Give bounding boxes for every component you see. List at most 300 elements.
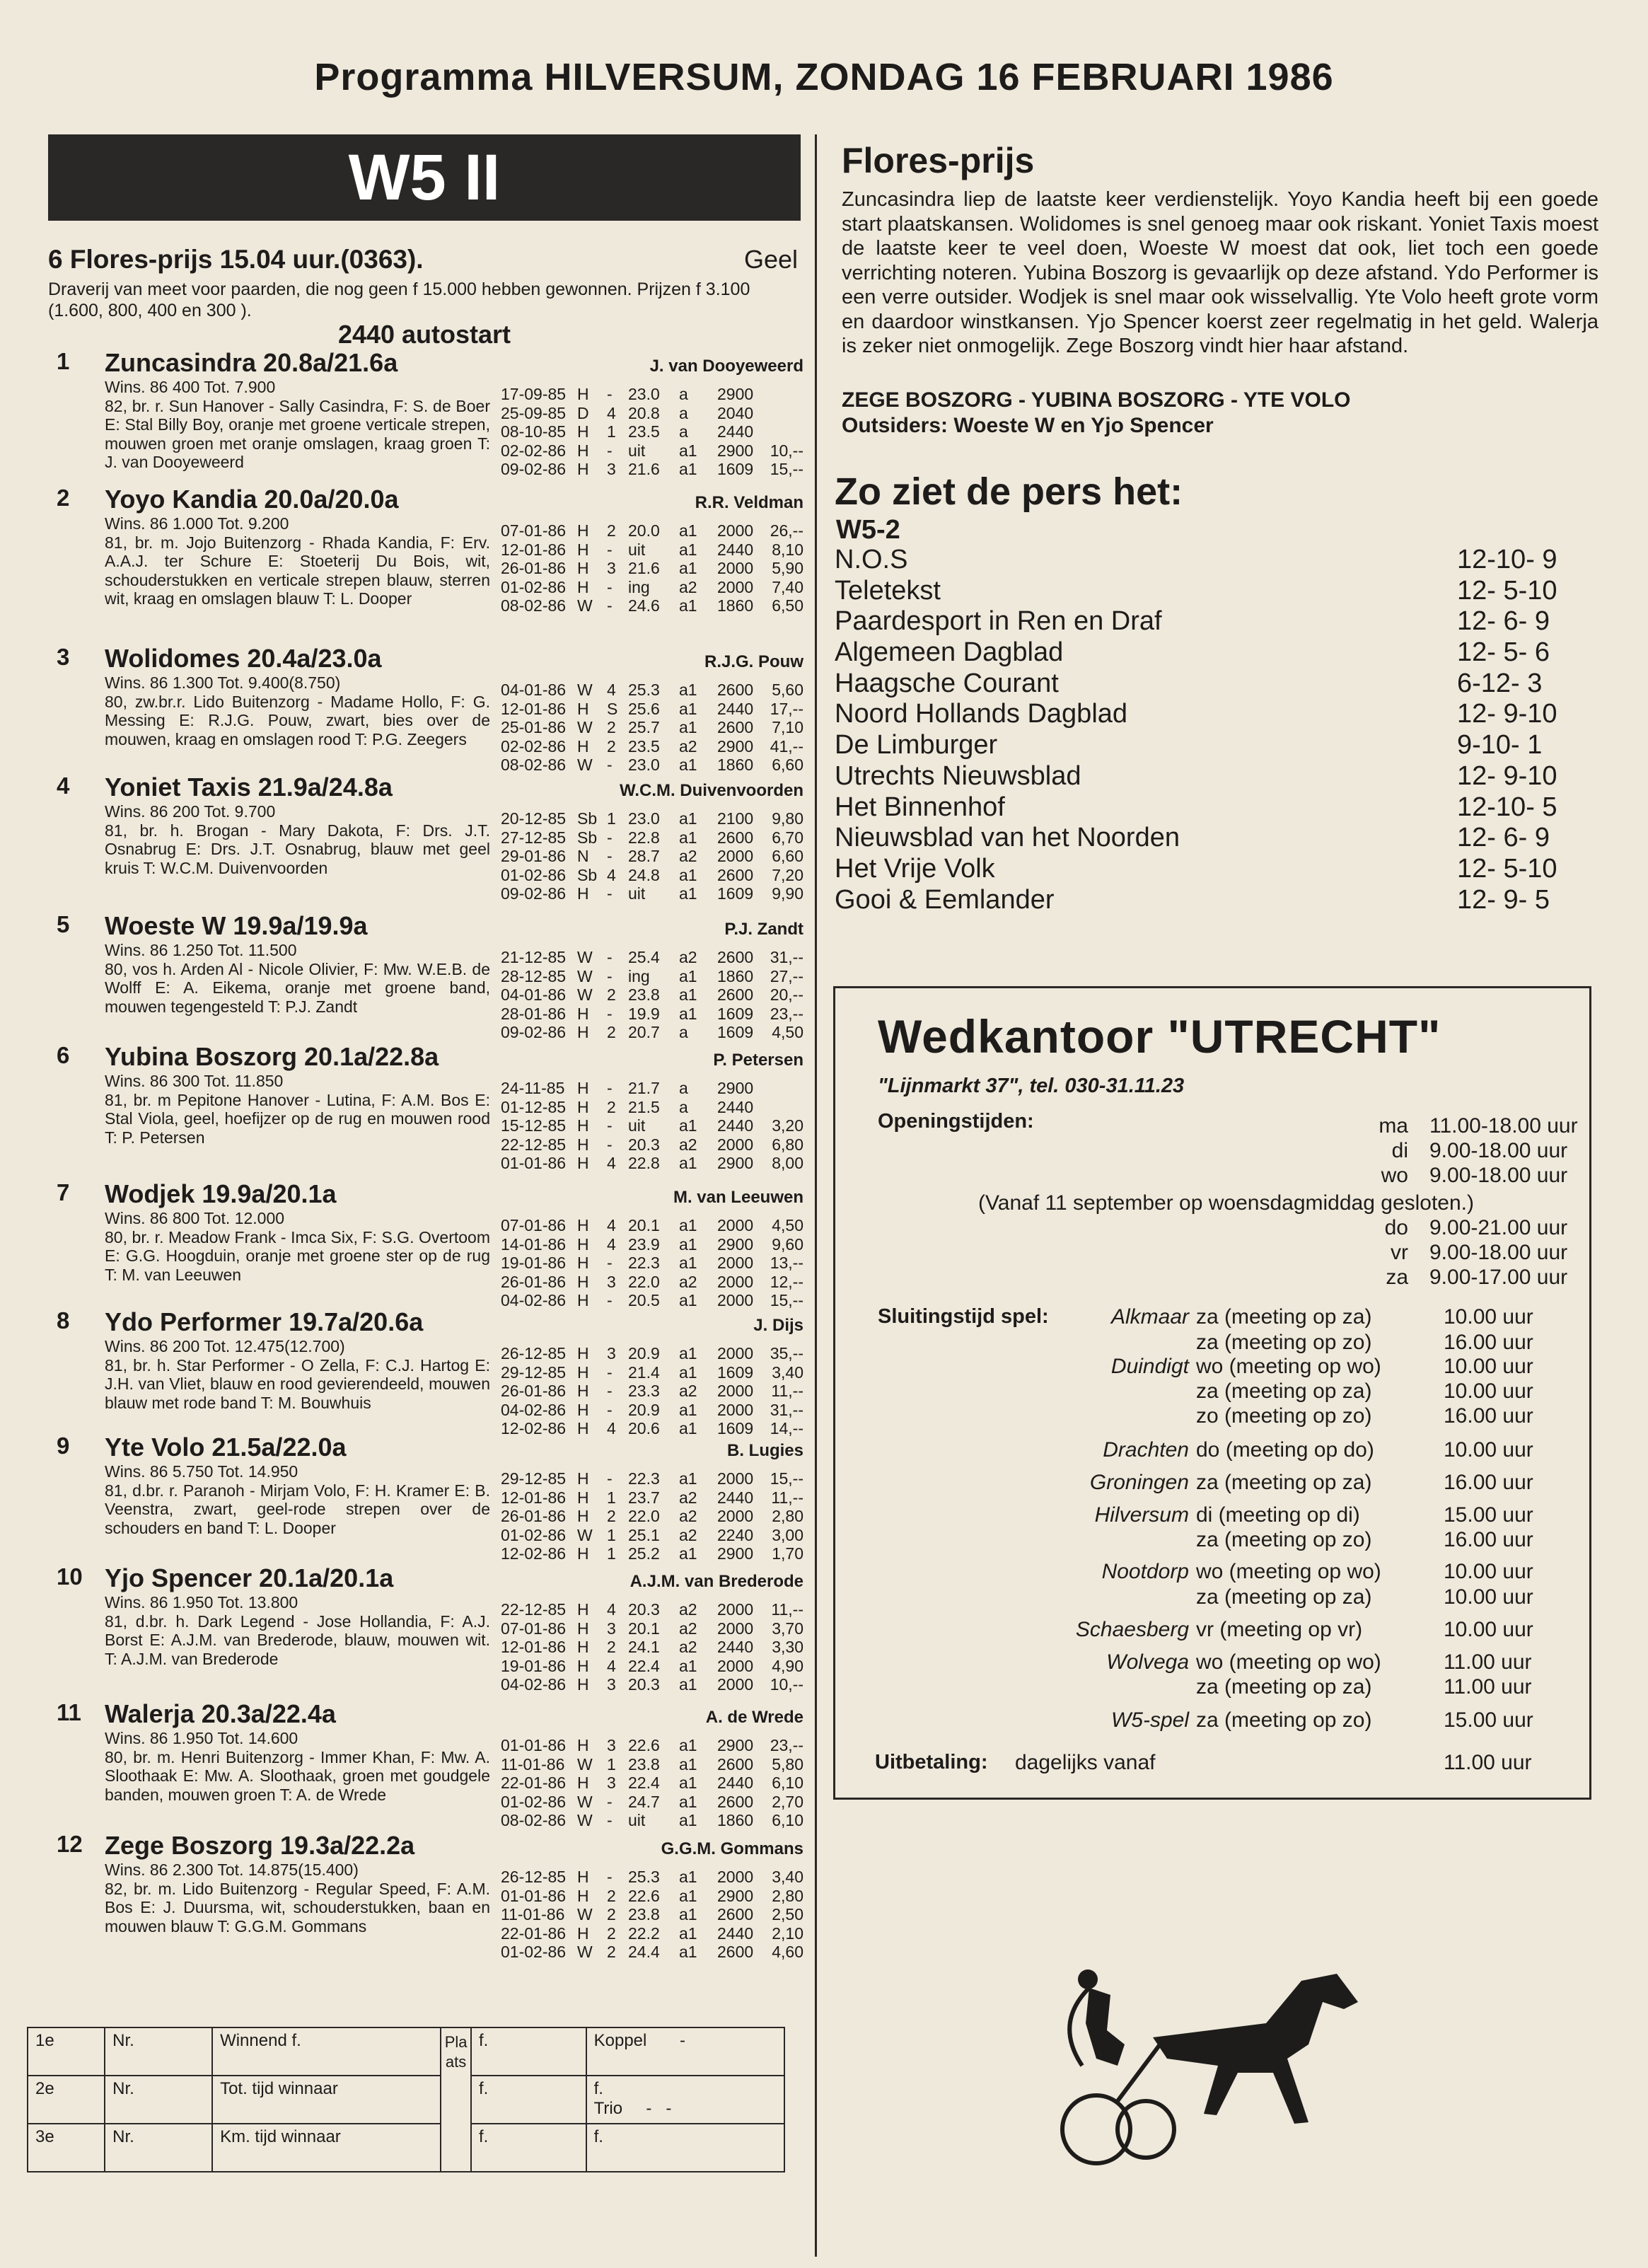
result-cell: 1 <box>607 1754 616 1774</box>
result-cell: H <box>577 1774 589 1792</box>
result-row <box>501 1868 803 1887</box>
pers-source: Paardesport in Ren en Draf <box>835 606 1162 637</box>
result-cell: 2900 <box>717 441 754 460</box>
closing-day: za (meeting op za) <box>1196 1585 1372 1609</box>
pers-title: Zo ziet de pers het: <box>835 470 1183 513</box>
closing-place: Alkmaar <box>1110 1305 1189 1329</box>
result-cell: uit <box>628 1811 646 1829</box>
result-row <box>501 1488 803 1508</box>
horse-number: 8 <box>57 1307 70 1333</box>
horse-driver: R.J.G. Pouw <box>704 652 803 671</box>
result-cell: a1 <box>679 1886 697 1905</box>
horse-name: Yjo Spencer 20.1a/20.1a <box>105 1563 394 1592</box>
result-cell: H <box>577 1234 589 1254</box>
result-cell: 1 <box>607 422 616 441</box>
pers-source: Het Binnenhof <box>835 792 1005 822</box>
result-cell: 21.5 <box>628 1097 660 1116</box>
result-row <box>501 422 803 441</box>
result-cell: - <box>607 385 613 403</box>
result-cell: 4 <box>607 1154 616 1172</box>
horse-driver: J. Dijs <box>753 1316 803 1335</box>
result-cell: 22.3 <box>628 1469 660 1488</box>
result-cell: 01-01-86 <box>501 1886 567 1905</box>
result-cell: 21-12-85 <box>501 948 567 966</box>
closing-day: wo (meeting op wo) <box>1196 1650 1381 1674</box>
result-cell: 2000 <box>717 1675 754 1694</box>
horse-name: Yoyo Kandia 20.0a/20.0a <box>105 485 399 514</box>
result-cell: a1 <box>679 1116 697 1135</box>
pers-tip: 12- 6- 9 <box>1457 606 1550 637</box>
result-cell: W <box>577 1811 593 1829</box>
horse-entry <box>48 1433 803 1563</box>
result-cell: H <box>577 1154 589 1172</box>
result-cell: 08-10-85 <box>501 422 567 441</box>
result-cell: 2900 <box>717 736 754 756</box>
horse-desc-line: 80, br. m. Henri Buitenzorg - Immer Khan, F: Mw. A. Sloothaak E: Mw. A. Sloothaak, groen met goudgele banden, mouwen groen T: A. de Wrede <box>105 1747 490 1804</box>
result-cell: 2000 <box>717 559 754 577</box>
closing-place: Groningen <box>1089 1471 1189 1494</box>
result-cell: 4 <box>607 1600 616 1619</box>
result-cell: a1 <box>679 756 697 774</box>
closing-time: 16.00 uur <box>1444 1528 1533 1551</box>
flores-pick: ZEGE BOSZORG - YUBINA BOSZORG - YTE VOLO <box>842 388 1351 412</box>
wedkantoor-title: Wedkantoor "UTRECHT" <box>878 1010 1441 1063</box>
result-cell: 25.2 <box>628 1544 660 1563</box>
result-cell: 3 <box>607 460 616 478</box>
pers-tip: 12- 6- 9 <box>1457 823 1550 853</box>
horse-results <box>501 809 803 903</box>
horse-driver: B. Lugies <box>726 1441 803 1460</box>
result-cell: 1 <box>607 1544 616 1563</box>
pers-list <box>835 545 1598 915</box>
pers-source: Algemeen Dagblad <box>835 637 1064 668</box>
result-cell: - <box>607 828 613 847</box>
result-cell: a1 <box>679 1905 697 1923</box>
result-cell: H <box>577 540 589 559</box>
result-cell: a1 <box>679 1943 697 1961</box>
result-cell: H <box>577 1868 589 1886</box>
result-cell: Sb <box>577 809 598 828</box>
result-cell: 3 <box>607 1675 616 1694</box>
result-cell: 12-01-86 <box>501 699 567 718</box>
result-row <box>501 828 803 847</box>
horse-driver: M. van Leeuwen <box>673 1188 803 1207</box>
result-cell: W <box>577 681 593 699</box>
result-cell: 2900 <box>717 1886 754 1905</box>
result-cell: 21.4 <box>628 1362 660 1382</box>
result-cell: a1 <box>679 1774 697 1792</box>
closing-time: 10.00 uur <box>1444 1355 1533 1378</box>
horse-entry <box>48 1042 803 1172</box>
result-cell: 08-02-86 <box>501 596 567 615</box>
result-cell: a1 <box>679 1868 697 1886</box>
result-cell <box>767 422 803 441</box>
result-row <box>501 1811 803 1830</box>
flores-title: Flores-prijs <box>842 141 1035 180</box>
result-cell: a1 <box>679 1811 697 1829</box>
horse-desc-line: Wins. 86 1.950 Tot. 14.600 <box>105 1729 298 1747</box>
result-cell: - <box>607 1382 613 1400</box>
result-row <box>501 1507 803 1526</box>
result-cell: 12-02-86 <box>501 1544 567 1563</box>
result-cell: 3,00 <box>772 1525 803 1544</box>
result-cell: a1 <box>679 1675 697 1694</box>
result-cell: a2 <box>679 1272 697 1291</box>
bet-koppel: Koppel - <box>586 2027 784 2076</box>
result-cell: 15,-- <box>770 1291 803 1309</box>
result-cell: D <box>577 403 589 422</box>
result-cell: 2,80 <box>772 1507 803 1525</box>
hours2-time: 9.00-21.00 uur <box>1429 1216 1568 1239</box>
result-cell: a1 <box>679 1419 697 1437</box>
payout-text: dagelijks vanaf <box>1015 1751 1156 1774</box>
result-cell: 5,60 <box>772 681 803 699</box>
result-cell: 23.9 <box>628 1234 660 1254</box>
result-cell: 17-09-85 <box>501 385 567 403</box>
result-cell: 12-01-86 <box>501 540 567 559</box>
result-cell: 4 <box>607 403 616 422</box>
result-cell: 7,10 <box>772 718 803 736</box>
closing-place: Duindigt <box>1110 1355 1189 1378</box>
horse-desc-line: 81, br. m. Jojo Buitenzorg - Rhada Kandia, F: Erv. A.A.J. ter Schure E: Stoeterij Du Bois, wit, schouderstukken en verticale strepen blauw, sterren wit, kraag en omslagen blauw T: L. Dooper <box>105 533 490 608</box>
result-cell: 1609 <box>717 1419 754 1437</box>
result-row <box>501 1657 803 1676</box>
result-cell: 25-01-86 <box>501 718 567 736</box>
result-cell: a <box>679 403 688 422</box>
result-cell: 20.3 <box>628 1135 660 1154</box>
pers-row <box>835 792 1598 823</box>
result-cell: H <box>577 1419 589 1437</box>
result-cell: a <box>679 1079 688 1097</box>
result-cell: 9,90 <box>772 884 803 903</box>
horse-description <box>105 378 490 472</box>
horse-entry <box>48 911 803 1041</box>
result-cell: 4,90 <box>772 1656 803 1675</box>
horse-desc-line: 81, d.br. r. Paranoh - Mirjam Volo, F: H. Kramer E: B. Veenstra, zwart, geel-rode strepen over de schouders en band T: L. Dooper <box>105 1481 490 1537</box>
result-row <box>501 1774 803 1793</box>
result-cell: H <box>577 1544 589 1563</box>
result-cell: 1 <box>607 1525 616 1544</box>
result-cell: a1 <box>679 1362 697 1382</box>
result-cell <box>767 385 803 404</box>
result-cell: 23.0 <box>628 809 660 828</box>
result-cell: H <box>577 385 589 403</box>
race-color: Geel <box>743 245 798 274</box>
result-cell: a <box>679 1023 688 1041</box>
pers-row <box>835 606 1598 637</box>
result-cell: 11,-- <box>771 1600 803 1619</box>
closing-place: Drachten <box>1103 1438 1189 1462</box>
result-cell: 23.7 <box>628 1488 660 1507</box>
result-cell: 2440 <box>717 699 754 718</box>
result-cell: W <box>577 756 593 774</box>
result-cell: a1 <box>679 865 697 884</box>
closing-day: za (meeting op za) <box>1196 1305 1372 1329</box>
horse-name: Yte Volo 21.5a/22.0a <box>105 1433 347 1462</box>
pers-tip: 12- 9-10 <box>1457 760 1557 791</box>
result-cell: 23.8 <box>628 985 660 1004</box>
result-cell: 2600 <box>717 985 754 1004</box>
result-cell: 3 <box>607 1774 616 1792</box>
bet-place-1: 1e <box>28 2027 105 2076</box>
result-cell: a2 <box>679 577 697 596</box>
closing-time: 15.00 uur <box>1444 1503 1533 1527</box>
result-cell: 22.0 <box>628 1272 660 1291</box>
result-cell: 20.3 <box>628 1600 660 1619</box>
result-row <box>501 1793 803 1812</box>
closing-day: za (meeting op zo) <box>1196 1708 1372 1732</box>
result-row <box>501 1887 803 1906</box>
horse-description <box>105 1209 490 1284</box>
result-cell: - <box>607 1079 613 1097</box>
result-cell: 2900 <box>717 385 754 403</box>
horse-desc-line: 82, br. m. Lido Buitenzorg - Regular Speed, F: A.M. Bos E: J. Duursma, wit, schouderstukken, baan en mouwen blauw T: G.G.M. Gommans <box>105 1879 490 1936</box>
pers-tip: 12- 9- 5 <box>1457 884 1550 915</box>
result-cell: - <box>607 540 613 559</box>
result-cell: a1 <box>679 1254 697 1272</box>
result-cell: 20.1 <box>628 1619 660 1638</box>
result-cell: 2600 <box>717 828 754 847</box>
horse-description <box>105 514 490 608</box>
horse-desc-line: 81, d.br. h. Dark Legend - Jose Hollandia, F: A.J. Borst E: A.J.M. van Brederode, blauw, mouwen wit. T: A.J.M. van Brederode <box>105 1612 490 1668</box>
result-cell: a2 <box>679 736 697 756</box>
result-cell: 26,-- <box>770 521 803 540</box>
result-cell: 2600 <box>717 1754 754 1774</box>
result-cell: W <box>577 596 593 615</box>
result-cell: 2,50 <box>772 1905 803 1923</box>
pers-source: Utrechts Nieuwsblad <box>835 760 1081 791</box>
result-cell: - <box>607 1362 613 1382</box>
result-cell: - <box>607 1291 613 1309</box>
result-cell: 4,50 <box>772 1216 803 1234</box>
result-cell: H <box>577 1488 589 1507</box>
result-cell: 2600 <box>717 948 754 966</box>
closing-label: Sluitingstijd spel: <box>878 1305 1049 1328</box>
result-cell: 24.4 <box>628 1943 660 1961</box>
result-cell: 4,60 <box>772 1943 803 1961</box>
horse-desc-line: Wins. 86 300 Tot. 11.850 <box>105 1072 284 1090</box>
pers-tip: 12-10- 5 <box>1457 792 1557 822</box>
result-row <box>501 441 803 461</box>
result-cell: 08-02-86 <box>501 756 567 774</box>
closing-time: 11.00 uur <box>1444 1650 1532 1674</box>
horse-desc-line: 81, br. m Pepitone Hanover - Lutina, F: A.M. Bos E: Stal Viola, geel, hoefijzer op de rug en mouwen rood T: P. Petersen <box>105 1090 490 1147</box>
pers-row <box>835 761 1598 792</box>
result-cell: a1 <box>679 1656 697 1675</box>
result-row <box>501 540 803 560</box>
closing-day: za (meeting op zo) <box>1196 1528 1372 1551</box>
horse-desc-line: Wins. 86 1.300 Tot. 9.400(8.750) <box>105 673 341 692</box>
bet-label-2: Tot. tijd winnaar <box>212 2076 441 2124</box>
race-conditions: Draverij van meet voor paarden, die nog geen f 15.000 hebben gewonnen. Prijzen f 3.100 (1.600, 800, 400 en 300 ). <box>48 279 750 320</box>
horse-number: 1 <box>57 348 70 374</box>
result-cell: 26-01-86 <box>501 559 567 577</box>
pers-source: Het Vrije Volk <box>835 853 995 884</box>
horse-results <box>501 1216 803 1310</box>
result-cell: 11,-- <box>771 1488 803 1507</box>
result-cell: 6,80 <box>772 1135 803 1154</box>
hours-time: 11.00-18.00 uur <box>1429 1114 1578 1138</box>
result-row <box>501 1235 803 1254</box>
result-cell: 22.4 <box>628 1774 660 1792</box>
result-cell: H <box>577 422 589 441</box>
result-cell: H <box>577 1886 589 1905</box>
result-cell: 31,-- <box>770 948 803 966</box>
result-cell: 20.7 <box>628 1023 660 1041</box>
result-cell: 10,-- <box>770 1675 803 1694</box>
hours-time: 9.00-18.00 uur <box>1429 1139 1568 1162</box>
result-cell: ing <box>628 577 650 596</box>
result-cell: 22.6 <box>628 1886 660 1905</box>
result-row <box>501 1526 803 1545</box>
horse-results <box>501 521 803 615</box>
horse-name: Woeste W 19.9a/19.9a <box>105 911 368 940</box>
result-cell: 11-01-86 <box>501 1754 565 1774</box>
result-cell: a2 <box>679 847 697 865</box>
pers-row <box>835 669 1598 700</box>
result-row <box>501 385 803 404</box>
result-cell: a1 <box>679 681 697 699</box>
payout-time: 11.00 uur <box>1444 1751 1532 1774</box>
result-cell: 6,70 <box>772 828 803 847</box>
result-cell: 21.6 <box>628 460 660 478</box>
result-cell: H <box>577 1507 589 1525</box>
result-cell: 2900 <box>717 1544 754 1563</box>
result-cell: H <box>577 699 589 718</box>
result-cell: 6,60 <box>772 756 803 774</box>
result-cell: 2000 <box>717 1216 754 1234</box>
result-cell: 26-01-86 <box>501 1507 567 1525</box>
result-cell: 3,40 <box>772 1362 803 1382</box>
result-cell: 26-12-85 <box>501 1344 567 1362</box>
result-cell: 22-12-85 <box>501 1135 567 1154</box>
result-cell: a1 <box>679 559 697 577</box>
result-cell: 2000 <box>717 1135 754 1154</box>
horse-number: 12 <box>57 1831 83 1857</box>
result-cell: 24.1 <box>628 1638 660 1656</box>
result-cell: 09-02-86 <box>501 884 567 903</box>
horse-results <box>501 948 803 1042</box>
horse-name: Wolidomes 20.4a/23.0a <box>105 644 382 673</box>
result-cell: 2440 <box>717 1488 754 1507</box>
result-cell: W <box>577 966 593 985</box>
result-cell: 2440 <box>717 422 754 441</box>
closing-time: 10.00 uur <box>1444 1585 1533 1609</box>
result-cell: 27,-- <box>770 966 803 985</box>
closing-time: 16.00 uur <box>1444 1471 1533 1494</box>
result-cell: a2 <box>679 1135 697 1154</box>
bet-label-1: Winnend f. <box>212 2027 441 2076</box>
result-cell: 2 <box>607 1097 616 1116</box>
horse-name: Yubina Boszorg 20.1a/22.8a <box>105 1042 439 1071</box>
result-cell: - <box>607 884 613 903</box>
result-cell: a2 <box>679 1488 697 1507</box>
result-cell <box>767 1098 803 1117</box>
bet-place-2: 2e <box>28 2076 105 2124</box>
horse-results <box>501 1344 803 1438</box>
result-cell: 1 <box>607 809 616 828</box>
result-cell: 23,-- <box>770 1004 803 1023</box>
result-cell: ing <box>628 966 650 985</box>
result-cell: 2000 <box>717 1507 754 1525</box>
result-cell: a1 <box>679 1923 697 1943</box>
result-cell: a1 <box>679 1291 697 1309</box>
result-cell: 3 <box>607 1272 616 1291</box>
result-cell: a2 <box>679 1382 697 1400</box>
result-cell: 6,50 <box>772 596 803 615</box>
result-cell: 21.6 <box>628 559 660 577</box>
result-cell: 13,-- <box>770 1254 803 1272</box>
result-cell: 28-12-85 <box>501 966 567 985</box>
result-row <box>501 1905 803 1924</box>
result-row <box>501 1755 803 1774</box>
horse-number: 3 <box>57 644 70 670</box>
closing-day: di (meeting op di) <box>1196 1503 1360 1527</box>
result-cell: 04-02-86 <box>501 1675 567 1694</box>
result-cell: 3 <box>607 559 616 577</box>
horse-driver: R.R. Veldman <box>695 493 803 512</box>
result-cell: a <box>679 385 688 403</box>
closing-time: 10.00 uur <box>1444 1618 1533 1641</box>
result-cell: 22-01-86 <box>501 1774 567 1792</box>
result-cell: 2600 <box>717 1943 754 1961</box>
pers-row <box>835 885 1598 916</box>
result-cell: a2 <box>679 1619 697 1638</box>
closing-time: 10.00 uur <box>1444 1438 1533 1462</box>
closing-day: za (meeting op za) <box>1196 1471 1372 1494</box>
result-cell: 2 <box>607 521 616 540</box>
result-cell: 1609 <box>717 1004 754 1023</box>
horse-driver: G.G.M. Gommans <box>661 1839 803 1858</box>
hours-day: di <box>1391 1139 1408 1162</box>
result-cell: a1 <box>679 1400 697 1419</box>
result-cell: H <box>577 1638 589 1656</box>
pers-tip: 12- 5-10 <box>1457 575 1557 606</box>
result-cell: 25-09-85 <box>501 403 567 422</box>
payout-label: Uitbetaling: <box>875 1751 988 1774</box>
result-cell: 29-01-86 <box>501 847 567 865</box>
result-cell: 2900 <box>717 1234 754 1254</box>
result-row <box>501 1116 803 1135</box>
result-cell: 21.7 <box>628 1079 660 1097</box>
result-row <box>501 700 803 719</box>
closing-day: do (meeting op do) <box>1196 1438 1374 1462</box>
result-cell: H <box>577 441 589 460</box>
result-cell: - <box>607 1811 613 1829</box>
result-cell: 25.4 <box>628 948 660 966</box>
result-cell: 20-12-85 <box>501 809 567 828</box>
result-cell: - <box>607 1400 613 1419</box>
flores-tip <box>842 388 1598 439</box>
horse-results <box>501 1736 803 1830</box>
result-cell: 19-01-86 <box>501 1656 567 1675</box>
horse-desc-line: Wins. 86 1.950 Tot. 13.800 <box>105 1593 298 1612</box>
result-cell: a1 <box>679 1469 697 1488</box>
bet-f-3: f. <box>471 2124 586 2172</box>
horse-description <box>105 1337 490 1412</box>
result-row <box>501 985 803 1005</box>
result-cell: 22-01-86 <box>501 1923 567 1943</box>
result-cell: 20.8 <box>628 403 660 422</box>
result-cell: H <box>577 1097 589 1116</box>
result-cell: 01-12-85 <box>501 1097 567 1116</box>
result-cell: a1 <box>679 966 697 985</box>
result-cell: H <box>577 1216 589 1234</box>
horse-results <box>501 1469 803 1563</box>
result-cell: 2600 <box>717 681 754 699</box>
result-cell: - <box>607 1868 613 1886</box>
result-cell: 2440 <box>717 1923 754 1943</box>
